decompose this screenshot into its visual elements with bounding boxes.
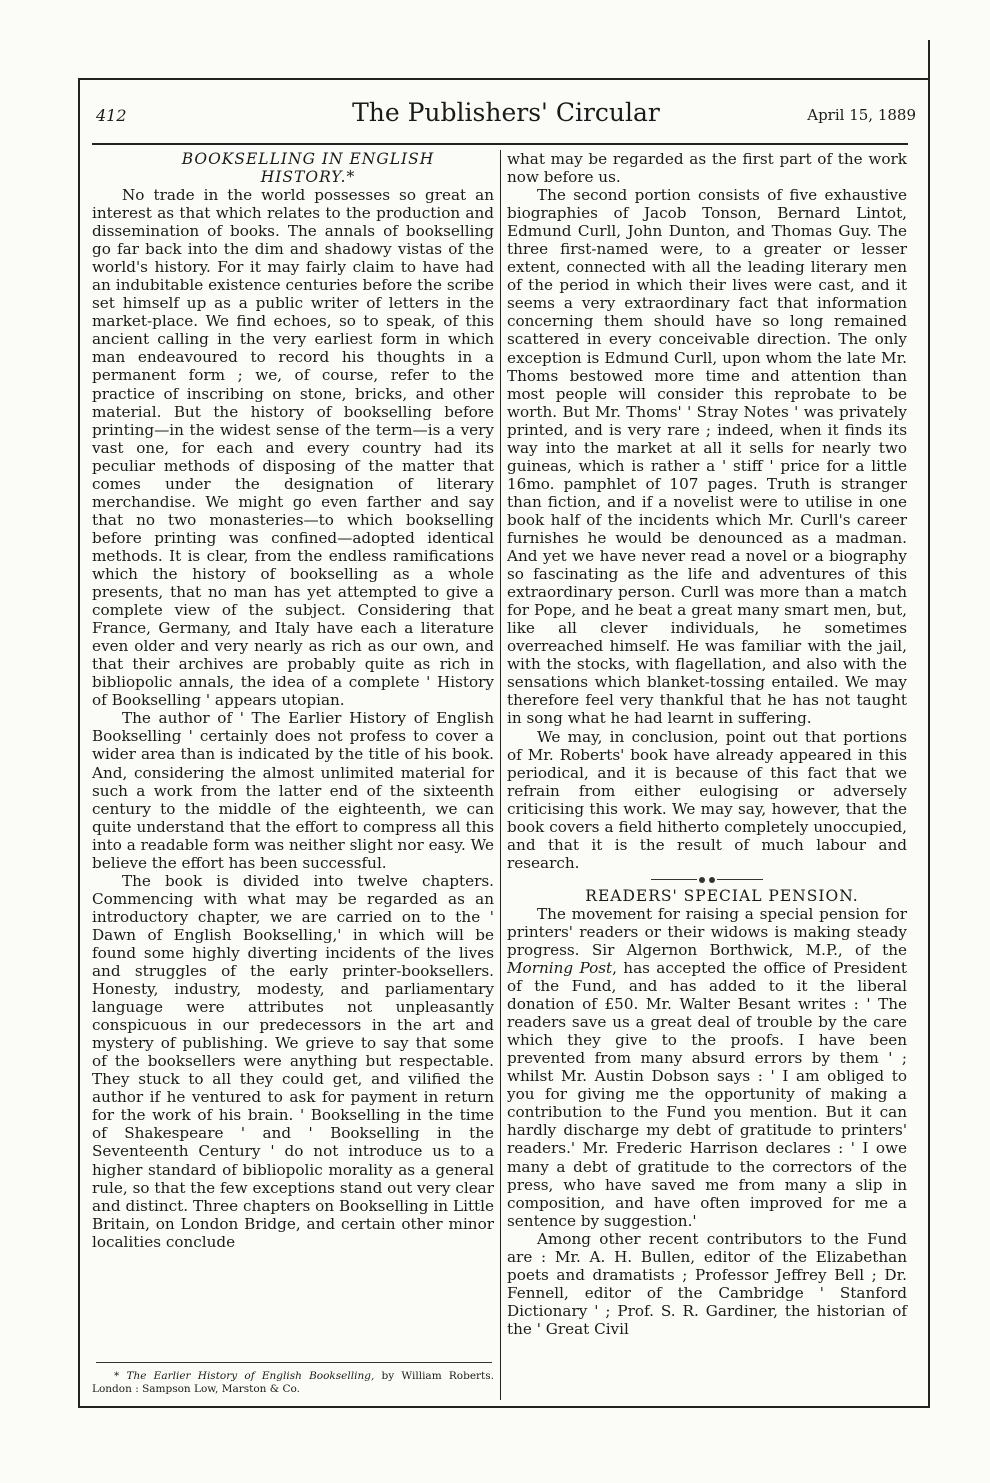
left-paragraph-1: No trade in the world possesses so great an interest as that which relates to the production and dissemination of books. The annals of bookselling go far back into the dim and shadowy vistas of the world's history. For it may fairly claim to have had an indubitable existence centuries before the scribe set himself up as a public writer of letters in the market-place. We find echoes, so to speak, of this ancient calling in the very earliest form in which man endeavoured to record his thoughts in a permanent form ; we, of course, refer to the practice of inscribing on stone, bricks, and other material. But the history of bookselling before printing—in the widest sense of the term—is a very vast one, for each and every country had its peculiar methods of disposing of the matter that comes under the designation of literary merchandise. We might go even farther and say that no two monasteries—to which bookselling before printing was confined—adopted identical methods. It is clear, from the endless ramifications which the history of bookselling as a whole presents, that no man has yet attempted to give a complete view of the subject. Considering that France, Germany, and Italy have each a literature even older and very nearly as rich as our own, and that their archives are probably quite as rich in bibliopolic annals, the idea of a complete ' History of Bookselling ' appears utopian. (92, 186, 494, 710)
right-paragraph-1: what may be regarded as the first part of the work now before us. (507, 150, 907, 187)
left-column (92, 150, 494, 1251)
pension-text-before: The movement for raising a special pension for printers' readers or their widows is making steady progress. Sir Algernon Borthwick, M.P., of the (507, 904, 907, 959)
section-ornament (507, 874, 907, 884)
footnote-rule (96, 1362, 492, 1363)
top-border-rule (78, 78, 930, 80)
section-heading: READERS' SPECIAL PENSION. (585, 886, 859, 905)
article-title-line-2: HISTORY.* (260, 168, 356, 186)
contributors-paragraph: Among other recent contributors to the Fund are : Mr. A. H. Bullen, editor of the Elizabethan poets and dramatists ; Professor Jeffrey Bell ; Dr. Fennell, editor of the Cambridge ' Stanford Dictionary ' ; Prof. S. R. Gardiner, the historian of the ' Great Civil (507, 1229, 907, 1338)
footnote-details: by William Roberts. London : Sampson Low, Marston & Co. (92, 1370, 494, 1395)
article-title-line-1: BOOKSELLING IN ENGLISH (181, 150, 435, 168)
footnote (92, 1370, 494, 1396)
footnote-text: * The Earlier History of English Bookselling, by William Roberts. London : Sampson Low, Marston & Co. (92, 1370, 494, 1395)
footnote-book-title: The Earlier History of English Bookselling, (126, 1370, 375, 1382)
right-paragraph-3: We may, in conclusion, point out that portions of Mr. Roberts' book have already appeared in this periodical, and it is because of this fact that we refrain from either eulogising or adversely criticising this work. We may say, however, that the book covers a field hitherto completely unoccupied, and that it is the result of much labour and research. (507, 727, 907, 872)
right-paragraph-2: The second portion consists of five exhaustive biographies of Jacob Tonson, Bernard Lintot, Edmund Curll, John Dunton, and Thomas Guy. The three first-named were, to a greater or lesser extent, connected with all the leading literary men of the period in which their lives were cast, and it seems a very extraordinary fact that information concerning them should have so long remained scattered in every conceivable direction. The only exception is Edmund Curll, upon whom the late Mr. Thoms bestowed more time and attention than most people will consider this reprobate to be worth. But Mr. Thoms' ' Stray Notes ' was privately printed, and is very rare ; indeed, when it finds its way into the market at all it sells for nearly two guineas, which is rather a ' stiff ' price for a little 16mo. pamphlet of 107 pages. Truth is stranger than fiction, and if a novelist were to utilise in one book half of the incidents which Mr. Curll's career furnishes he would be denounced as a madman. And yet we have never read a novel or a biography so fascinating as the life and adventures of this extraordinary person. Curll was more than a match for Pope, and he beat a great many smart men, but, like all clever individuals, he sometimes overreached himself. He was familiar with the jail, with the stocks, with flagellation, and also with the sensations which blanket-tossing entailed. We may therefore feel very thankful that he has not taught in song what he had learnt in suffering. (507, 186, 907, 728)
pension-paragraph (507, 905, 907, 1230)
header-rule (92, 143, 908, 145)
left-paragraph-3: The book is divided into twelve chapters. Commencing with what may be regarded as an introductory chapter, we are carried on to the ' Dawn of English Bookselling,' in which will be found some highly diverting incidents of the lives and struggles of the early printer-booksellers. Honesty, industry, modesty, and parliamentary language were attributes not unpleasantly conspicuous in our predecessors in the art and mystery of publishing. We grieve to say that some of the booksellers were anything but respectable. They stuck to all they could get, and vilified the author if he ventured to ask for payment in return for the work of his brain. ' Bookselling in the time of Shakespeare ' and ' Bookselling in the Seventeenth Century ' do not introduce us to a higher standard of bibliopolic morality as a general rule, so that the few exceptions stand out very clear and distinct. Three chapters on Bookselling in Little Britain, on London Bridge, and certain other minor localities conclude (92, 871, 494, 1251)
left-paragraph-2: The author of ' The Earlier History of English Bookselling ' certainly does not profess to cover a wider area than is indicated by the title of his book. And, considering the almost unlimited material for such a work from the latter end of the sixteenth century to the middle of the eighteenth, we can quite understand that the effort to compress all this into a readable form was neither slight nor easy. We believe the effort has been successful. (92, 709, 494, 872)
column-divider (500, 150, 501, 1400)
page-number: 412 (96, 106, 127, 125)
left-border-rule (78, 78, 80, 1408)
journal-title: The Publishers' Circular (352, 98, 660, 127)
morning-post-title: Morning Post (507, 959, 613, 978)
bottom-border-rule (78, 1406, 930, 1408)
pension-text-after: , has accepted the office of President of the Fund, and has added to it the liberal donation of £50. Mr. Walter Besant writes : ' The readers save us a great deal of trouble by the care which they give to the proofs. I have been prevented from many absurd errors by them ' ; whilst Mr. Austin Dobson says : ' I am obliged to you for giving me the opportunity of making a contribution to the Fund you mention. But it can hardly discharge my debt of gratitude to printers' readers.' Mr. Frederic Harrison declares : ' I owe many a debt of gratitude to the correctors of the press, who have saved me from many a slip in composition, and have often improved for me a sentence by suggestion.' (507, 959, 907, 1230)
right-column (507, 150, 907, 1338)
right-border-rule (928, 40, 930, 1408)
issue-date: April 15, 1889 (807, 106, 916, 124)
page-header (96, 98, 916, 138)
